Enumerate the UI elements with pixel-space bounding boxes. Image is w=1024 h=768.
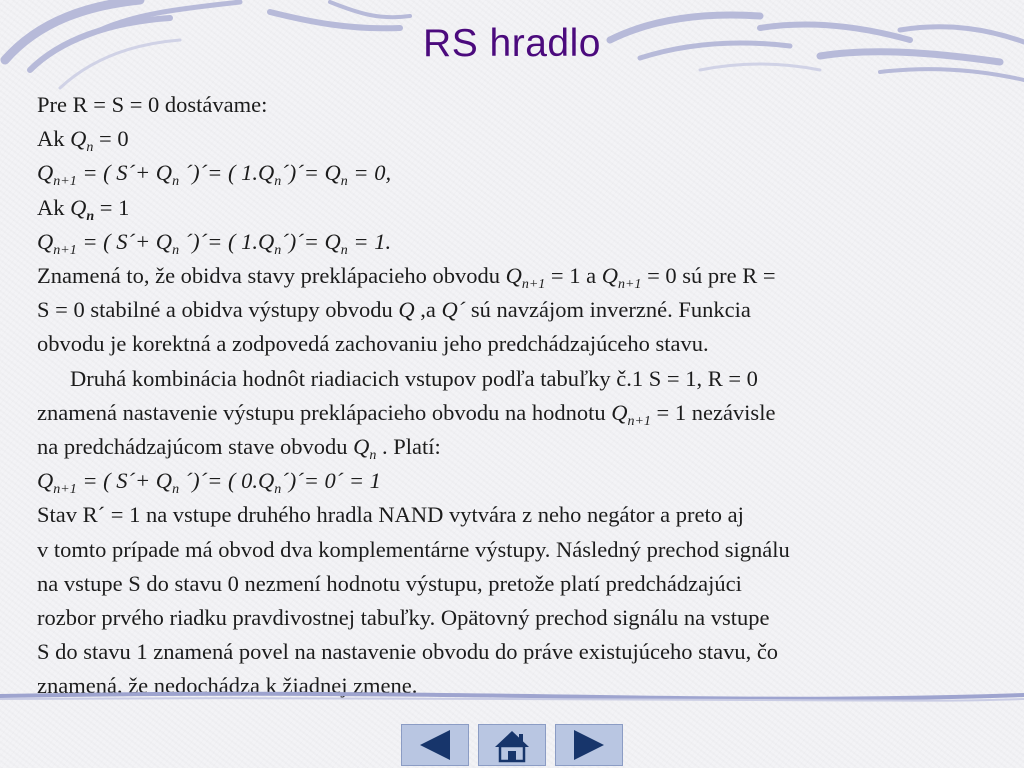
subscript: n — [172, 174, 180, 190]
subscript: n — [340, 174, 348, 190]
text-run: na vstupe S do stavu 0 nezmení hodnotu výstupu, pretože platí predchádzajúci — [37, 570, 742, 596]
text-run: Q — [353, 434, 370, 460]
subscript: n — [274, 482, 282, 498]
divider-line — [0, 690, 1024, 704]
text-run: sú navzájom inverzné. Funkcia — [465, 297, 751, 323]
subscript: n+1 — [53, 482, 77, 498]
text-line — [37, 498, 997, 532]
house-icon — [479, 725, 545, 765]
previous-button[interactable] — [401, 724, 469, 766]
text-run: S do stavu 1 znamená povel na nastavenie obvodu do práve existujúceho stavu, čo — [37, 639, 779, 665]
text-line — [37, 327, 997, 361]
subscript: n — [86, 208, 95, 224]
text-line — [37, 156, 997, 190]
text-run: znamená nastavenie výstupu preklápacieho obvodu na hodnotu — [37, 399, 612, 425]
text-run: = 1 a — [545, 263, 602, 289]
text-run: na predchádzajúcom stave obvodu — [37, 434, 354, 460]
arrow-right-icon — [556, 725, 622, 765]
home-button[interactable] — [478, 724, 546, 766]
text-line — [37, 259, 997, 293]
subscript: n+1 — [53, 174, 77, 190]
text-run: Q — [601, 263, 618, 289]
text-run: = ( S´+ Q — [76, 468, 173, 494]
subscript: n — [172, 242, 180, 258]
text-run: rozbor prvého riadku pravdivostnej tabuľky. Opätovný prechod signálu na vstupe — [37, 605, 770, 631]
text-run: ´)´= ( 1.Q — [179, 160, 275, 186]
text-run: = 0, — [347, 160, 392, 186]
text-run: Stav R´ = 1 na vstupe druhého hradla NAND vytvára z neho negátor a preto aj — [37, 502, 744, 528]
text-run: Druhá kombinácia hodnôt riadiacich vstupov podľa tabuľky č.1 S = 1, R = 0 — [70, 365, 758, 391]
text-run: = 1 nezávisle — [650, 399, 776, 425]
text-run: . Platí: — [376, 434, 441, 460]
text-run: ,a — [420, 297, 442, 323]
text-line — [37, 191, 997, 225]
text-line — [37, 293, 997, 327]
next-button[interactable] — [555, 724, 623, 766]
text-run: Q´ — [441, 297, 466, 323]
text-line — [37, 122, 997, 156]
text-run: = ( S´+ Q — [76, 228, 173, 254]
text-run: Ak — [37, 126, 71, 152]
arrow-left-icon — [402, 725, 468, 765]
text-run: ´)´= Q — [281, 160, 341, 186]
text-run: Znamená to, že obidva stavy preklápacieho obvodu — [37, 263, 506, 289]
subscript: n — [86, 140, 94, 156]
text-line — [37, 635, 997, 669]
text-line — [37, 567, 997, 601]
slide-title: RS hradlo — [423, 22, 601, 65]
text-run: Q — [398, 297, 421, 323]
text-run: = ( S´+ Q — [76, 160, 173, 186]
text-run: = 1. — [347, 228, 392, 254]
text-line — [37, 362, 997, 396]
text-run: Q — [70, 126, 87, 152]
text-run: v tomto prípade má obvod dva komplementárne výstupy. Následný prechod signálu — [37, 536, 790, 562]
text-run: Q — [37, 160, 54, 186]
text-run: = 1 — [94, 194, 130, 220]
slide-body — [37, 88, 997, 704]
text-run: ´)´= Q — [281, 228, 341, 254]
text-run: ´)´= ( 1.Q — [179, 228, 275, 254]
subscript: n+1 — [521, 277, 546, 293]
text-run: Q — [70, 194, 87, 220]
text-line — [37, 225, 997, 259]
subscript: n — [274, 174, 282, 190]
subscript: n — [172, 482, 180, 498]
text-line — [37, 533, 997, 567]
text-run: Q — [611, 399, 628, 425]
text-run: = 0 — [93, 126, 129, 152]
text-run: Pre R = S = 0 dostávame: — [37, 92, 268, 117]
text-line — [37, 430, 997, 464]
text-run: znamená, že nedochádza k žiadnej zmene. — [37, 673, 418, 699]
text-run: Ak — [37, 194, 71, 220]
subscript: n — [340, 242, 348, 258]
subscript: n — [274, 242, 282, 258]
text-line — [37, 396, 997, 430]
subscript: n — [369, 448, 377, 464]
text-line — [37, 464, 997, 498]
subscript: n+1 — [53, 242, 77, 258]
text-line — [37, 88, 997, 122]
text-run: ´)´= ( 0.Q — [179, 468, 275, 494]
text-run: Q — [37, 468, 54, 494]
text-run: Q — [37, 228, 54, 254]
text-run: = 0 sú pre R = — [641, 263, 776, 289]
text-run: Q — [505, 263, 522, 289]
subscript: n+1 — [617, 277, 642, 293]
text-run: S = 0 stabilné a obidva výstupy obvodu — [37, 297, 399, 323]
text-run: obvodu je korektná a zodpovedá zachovaniu jeho predchádzajúceho stavu. — [37, 331, 709, 357]
text-line — [37, 601, 997, 635]
subscript: n+1 — [627, 413, 651, 429]
text-run: ´)´= 0´ = 1 — [281, 468, 381, 494]
